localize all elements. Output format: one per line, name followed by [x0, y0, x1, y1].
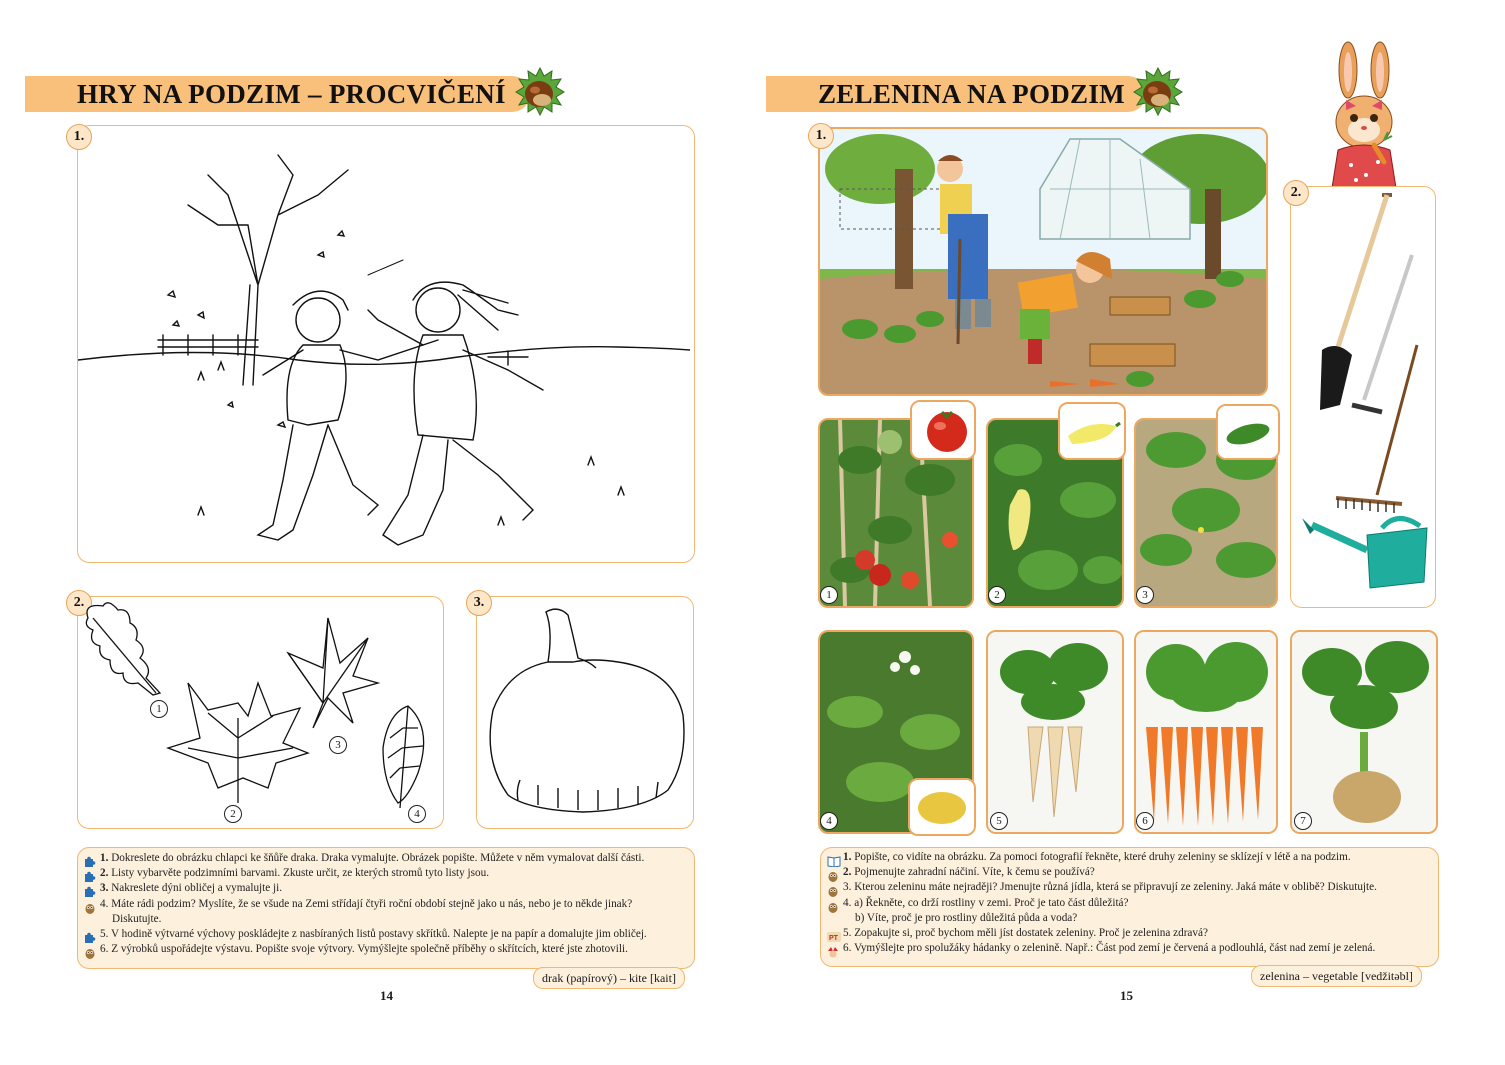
exercise1-badge: 1.	[66, 124, 92, 150]
tomato-inset-photo	[910, 400, 976, 460]
task-line	[100, 898, 632, 910]
left-page-number: 14	[380, 988, 393, 1003]
owl-icon	[827, 882, 839, 894]
children-running-drawing	[78, 135, 690, 555]
chestnut-icon	[1132, 66, 1184, 116]
task-line	[843, 927, 1208, 939]
task-text: Máte rádi podzim? Myslíte, že se všude na Zemi střídají čtyři roční období stejně jako u nás, nebo je to někde jinak?	[111, 897, 633, 910]
celeriac-photo	[1290, 630, 1438, 834]
task-line	[100, 867, 489, 879]
bunny-mascot-illustration	[1326, 40, 1404, 188]
task-number: 6.	[100, 943, 109, 956]
photo-number: 1	[820, 586, 838, 604]
potato-inset-photo	[908, 778, 976, 836]
photo-number: 6	[1136, 812, 1154, 830]
task-line	[855, 912, 1077, 924]
task-number: 5.	[843, 927, 852, 939]
puzzle-icon	[84, 883, 96, 895]
book-icon	[827, 852, 839, 864]
task-line	[843, 851, 1351, 863]
owl-icon	[84, 944, 96, 956]
garden-scene-illustration	[818, 127, 1268, 396]
right-vocabulary-box: zelenina – vegetable [vedžitəbl]	[1251, 965, 1422, 987]
task-line	[843, 881, 1377, 893]
task-text: V hodině výtvarné výchovy poskládejte z nasbíraných listů postavy skřítků. Nalepte je na papír a domalujte jim obličej.	[111, 928, 647, 940]
chestnut-icon	[514, 66, 566, 116]
task-line	[843, 897, 1129, 909]
task-line	[100, 928, 647, 940]
task-number: 5.	[100, 928, 109, 940]
photo-number: 3	[1136, 586, 1154, 604]
task-line	[100, 882, 282, 894]
task-number: 1.	[843, 851, 852, 863]
task-text: a) Řekněte, co drží rostliny v zemi. Proč je tato část důležitá?	[854, 896, 1129, 909]
pepper-inset-photo	[1058, 402, 1126, 460]
task-line	[843, 942, 1375, 954]
task-text: Zopakujte si, proč bychom měli jíst dostatek zeleniny. Proč je zelenina zdravá?	[854, 927, 1208, 939]
owl-icon	[827, 867, 839, 879]
task-number: 2.	[843, 866, 852, 879]
task-text: Pojmenujte zahradní náčiní. Víte, k čemu se používá?	[854, 866, 1095, 879]
task-text: Popište, co vidíte na obrázku. Za pomoci fotografií řekněte, které druhy zeleniny se sklízejí v létě a na podzim.	[854, 851, 1351, 863]
cucumber-inset-photo	[1216, 404, 1280, 460]
right-page-number: 15	[1120, 988, 1133, 1003]
task-number: 1.	[100, 852, 109, 864]
parsley-root-photo	[986, 630, 1124, 834]
task-number: 4.	[100, 897, 109, 910]
photo-number: 4	[820, 812, 838, 830]
task-text: Listy vybarvěte podzimními barvami. Zkuste určit, ze kterých stromů tyto listy jsou.	[111, 867, 490, 880]
owl-icon	[827, 898, 839, 910]
task-number: 3.	[100, 882, 109, 895]
task-text: b) Víte, proč je pro rostliny důležitá půda a voda?	[855, 911, 1078, 924]
leaves-drawing	[78, 598, 440, 826]
exercise3-badge: 3.	[466, 590, 492, 616]
task-text: Dokreslete do obrázku chlapci ke šňůře draka. Draka vymalujte. Obrázek popište. Můžete v něm vymalovat další části.	[111, 852, 645, 864]
leaf-number: 2	[224, 805, 242, 823]
leaf-number: 1	[150, 700, 168, 718]
leaf-number: 3	[329, 736, 347, 754]
puzzle-icon	[84, 929, 96, 941]
svg-text:PT: PT	[829, 935, 838, 942]
task-text: Z výrobků uspořádejte výstavu. Popište svoje výtvory. Vymýšlejte společně příběhy o skřítcích, které jste zhotovili.	[111, 943, 628, 956]
jester-icon	[827, 943, 839, 955]
leaf-number: 4	[408, 805, 426, 823]
right-exercise1-badge: 1.	[808, 123, 834, 149]
left-page-title: HRY NA PODZIM – PROCVIČENÍ	[77, 79, 506, 109]
puzzle-icon	[84, 868, 96, 880]
task-number: 2.	[100, 867, 109, 880]
pumpkin-drawing	[478, 600, 690, 824]
exercise2-badge: 2.	[66, 590, 92, 616]
owl-icon	[84, 899, 96, 911]
garden-tools-illustration	[1292, 190, 1432, 602]
task-text: Kterou zeleninu máte nejraději? Jmenujte různá jídla, která se připravují ze zeleniny. Jaká máte v oblibě? Diskutujte.	[854, 881, 1377, 894]
task-text: Vymýšlejte pro spolužáky hádanky o zelenině. Např.: Část pod zemí je červená a podlouhlá, část nad zemí je zelená.	[854, 942, 1376, 955]
pt-icon	[827, 928, 839, 940]
photo-number: 5	[990, 812, 1008, 830]
task-text: Diskutujte.	[112, 912, 162, 925]
puzzle-icon	[84, 853, 96, 865]
beech-leaf	[383, 706, 424, 803]
task-number: 3.	[843, 881, 852, 894]
oak-leaf	[86, 603, 160, 695]
right-page-title: ZELENINA NA PODZIM	[818, 79, 1125, 109]
task-line	[843, 866, 1095, 878]
carrots-photo	[1134, 630, 1278, 834]
task-number: 4.	[843, 896, 852, 909]
photo-number: 2	[988, 586, 1006, 604]
task-line	[100, 943, 628, 955]
left-vocabulary-box: drak (papírový) – kite [kait]	[533, 967, 685, 989]
task-text: Nakreslete dýni obličej a vymalujte ji.	[111, 882, 283, 895]
right-exercise2-badge: 2.	[1283, 180, 1309, 206]
task-line	[100, 852, 644, 864]
task-number: 6.	[843, 942, 852, 955]
photo-number: 7	[1294, 812, 1312, 830]
task-line	[112, 913, 161, 925]
